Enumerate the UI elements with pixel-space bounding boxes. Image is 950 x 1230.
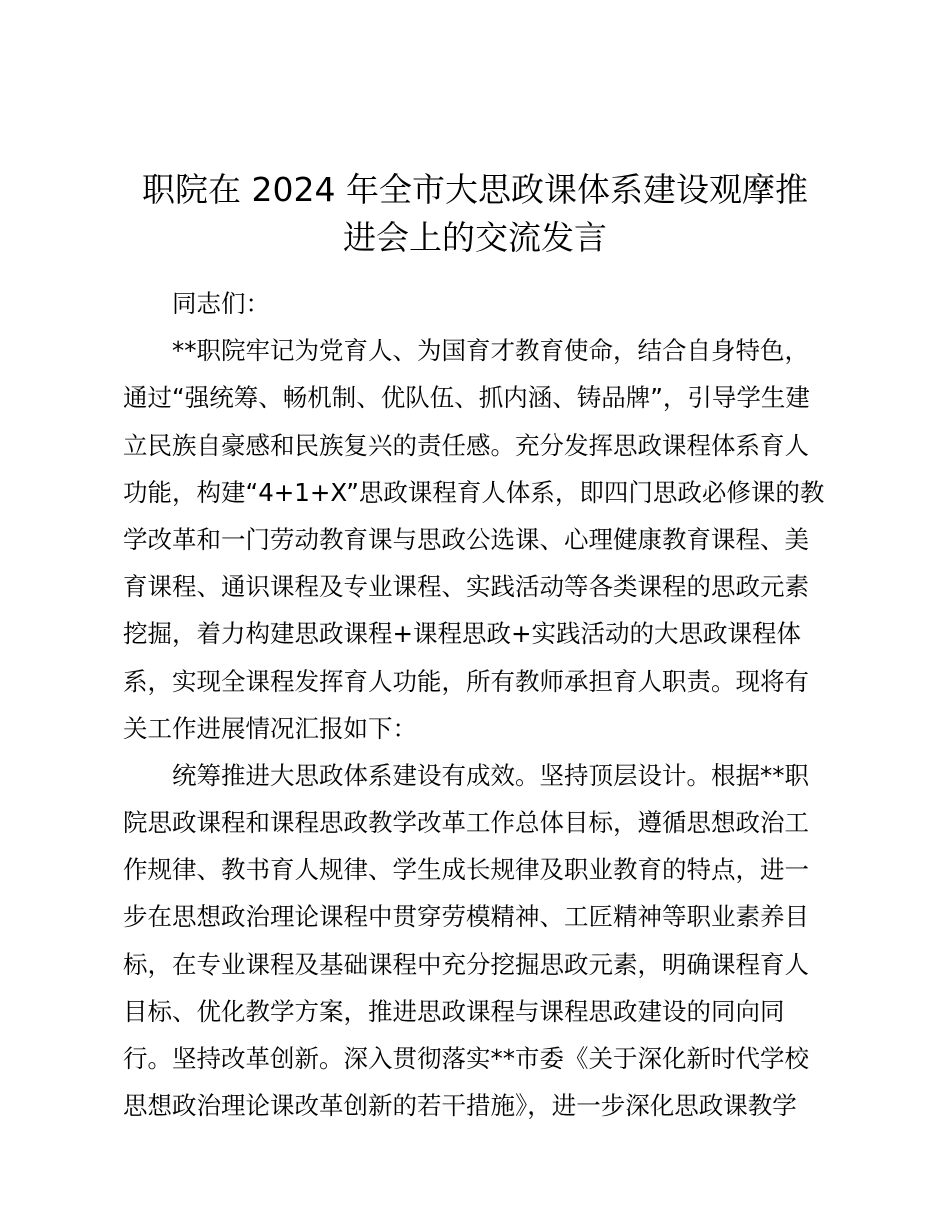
body-line: 思想政治理论课改革创新的若干措施》，进一步深化思政课教学 [123,1091,797,1121]
body-line: **职院牢记为党育人、为国育才教育使命，结合自身特色， [172,336,809,366]
body-line: 立民族自豪感和民族复兴的责任感。充分发挥思政课程体系育人 [123,430,809,460]
title-line: 职院在 2024 年全市大思政课体系建设观摩推 [142,170,808,209]
body-line: 目标、优化教学方案，推进思政课程与课程思政建设的同向同 [123,996,785,1026]
body-line: 关工作进展情况汇报如下： [123,713,417,743]
body-line: 学改革和一门劳动教育课与思政公选课、心理健康教育课程、美 [123,524,809,554]
body-line: 作规律、教书育人规律、学生成长规律及职业教育的特点，进一 [123,855,809,885]
body-line: 行。坚持改革创新。深入贯彻落实**市委《关于深化新时代学校 [123,1044,809,1073]
document-title [125,166,825,262]
body-line: 通过“强统筹、畅机制、优队伍、抓内涵、铸品牌”，引导学生建 [123,383,810,413]
body-line: 系，实现全课程发挥育人功能，所有教师承担育人职责。现将有 [123,666,809,696]
body-line: 步在思想政治理论课程中贯穿劳模精神、工匠精神等职业素养目 [123,902,809,932]
title-line: 进会上的交流发言 [343,218,607,257]
body-line: 标，在专业课程及基础课程中充分挖掘思政元素，明确课程育人 [123,949,809,979]
body-line: 功能，构建“4+1+X”思政课程育人体系，即四门思政必修课的教 [123,477,825,507]
body-line: 育课程、通识课程及专业课程、实践活动等各类课程的思政元素 [123,572,809,602]
body-line: 统筹推进大思政体系建设有成效。坚持顶层设计。根据**职 [172,760,809,790]
body-line: 挖掘，着力构建思政课程+课程思政+实践活动的大思政课程体 [123,619,802,649]
body-line: 院思政课程和课程思政教学改革工作总体目标，遵循思想政治工 [123,808,809,838]
document-body [123,280,835,1129]
body-line: 同志们： [172,289,270,318]
